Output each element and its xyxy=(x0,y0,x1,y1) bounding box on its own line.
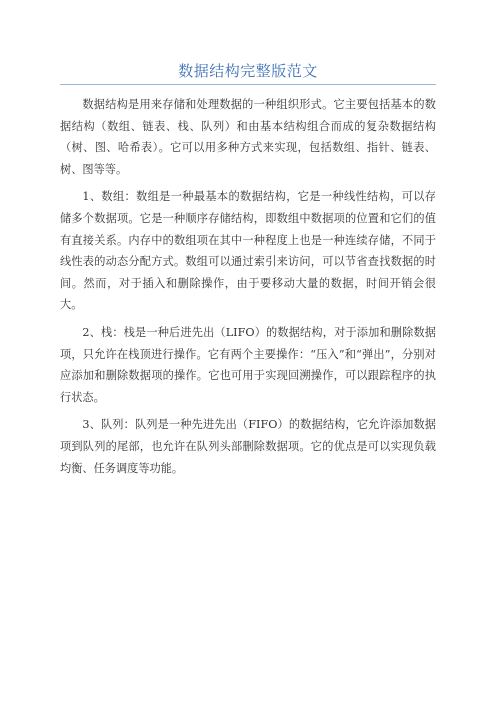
stack-paragraph: 2、栈：栈是一种后进先出（LIFO）的数据结构，对于添加和删除数据项，只允许在栈顶进行操作。它有两个主要操作：“压入”和“弹出”，分别对应添加和删除数据项的操作。它也可用于实现回溯操作，可以跟踪程序的执行状态。 xyxy=(60,325,436,404)
document-body xyxy=(60,94,436,485)
queue-paragraph: 3、队列：队列是一种先进先出（FIFO）的数据结构，它允许添加数据项到队列的尾部，也允许在队列头部删除数据项。它的优点是可以实现负载均衡、任务调度等功能。 xyxy=(60,418,436,475)
array-paragraph: 1、数组：数组是一种最基本的数据结构，它是一种线性结构，可以存储多个数据项。它是一种顺序存储结构，即数组中数据项的位置和它们的值有直接关系。内存中的数组项在其中一种程度上也是一种连续存储，不同于线性表的动态分配方式。数组可以通过索引来访问，可以节省查找数据的时间。然而，对于插入和删除操作，由于要移动大量的数据，时间开销会很大。 xyxy=(60,190,436,312)
document-title: 数据结构完整版范文 xyxy=(178,62,318,80)
title-divider xyxy=(60,84,436,85)
intro-paragraph: 数据结构是用来存储和处理数据的一种组织形式。它主要包括基本的数据结构（数组、链表、栈、队列）和由基本结构组合而成的复杂数据结构（树、图、哈希表）。它可以用多种方式来实现，包括数组、指针、链表、树、图等等。 xyxy=(60,98,436,176)
